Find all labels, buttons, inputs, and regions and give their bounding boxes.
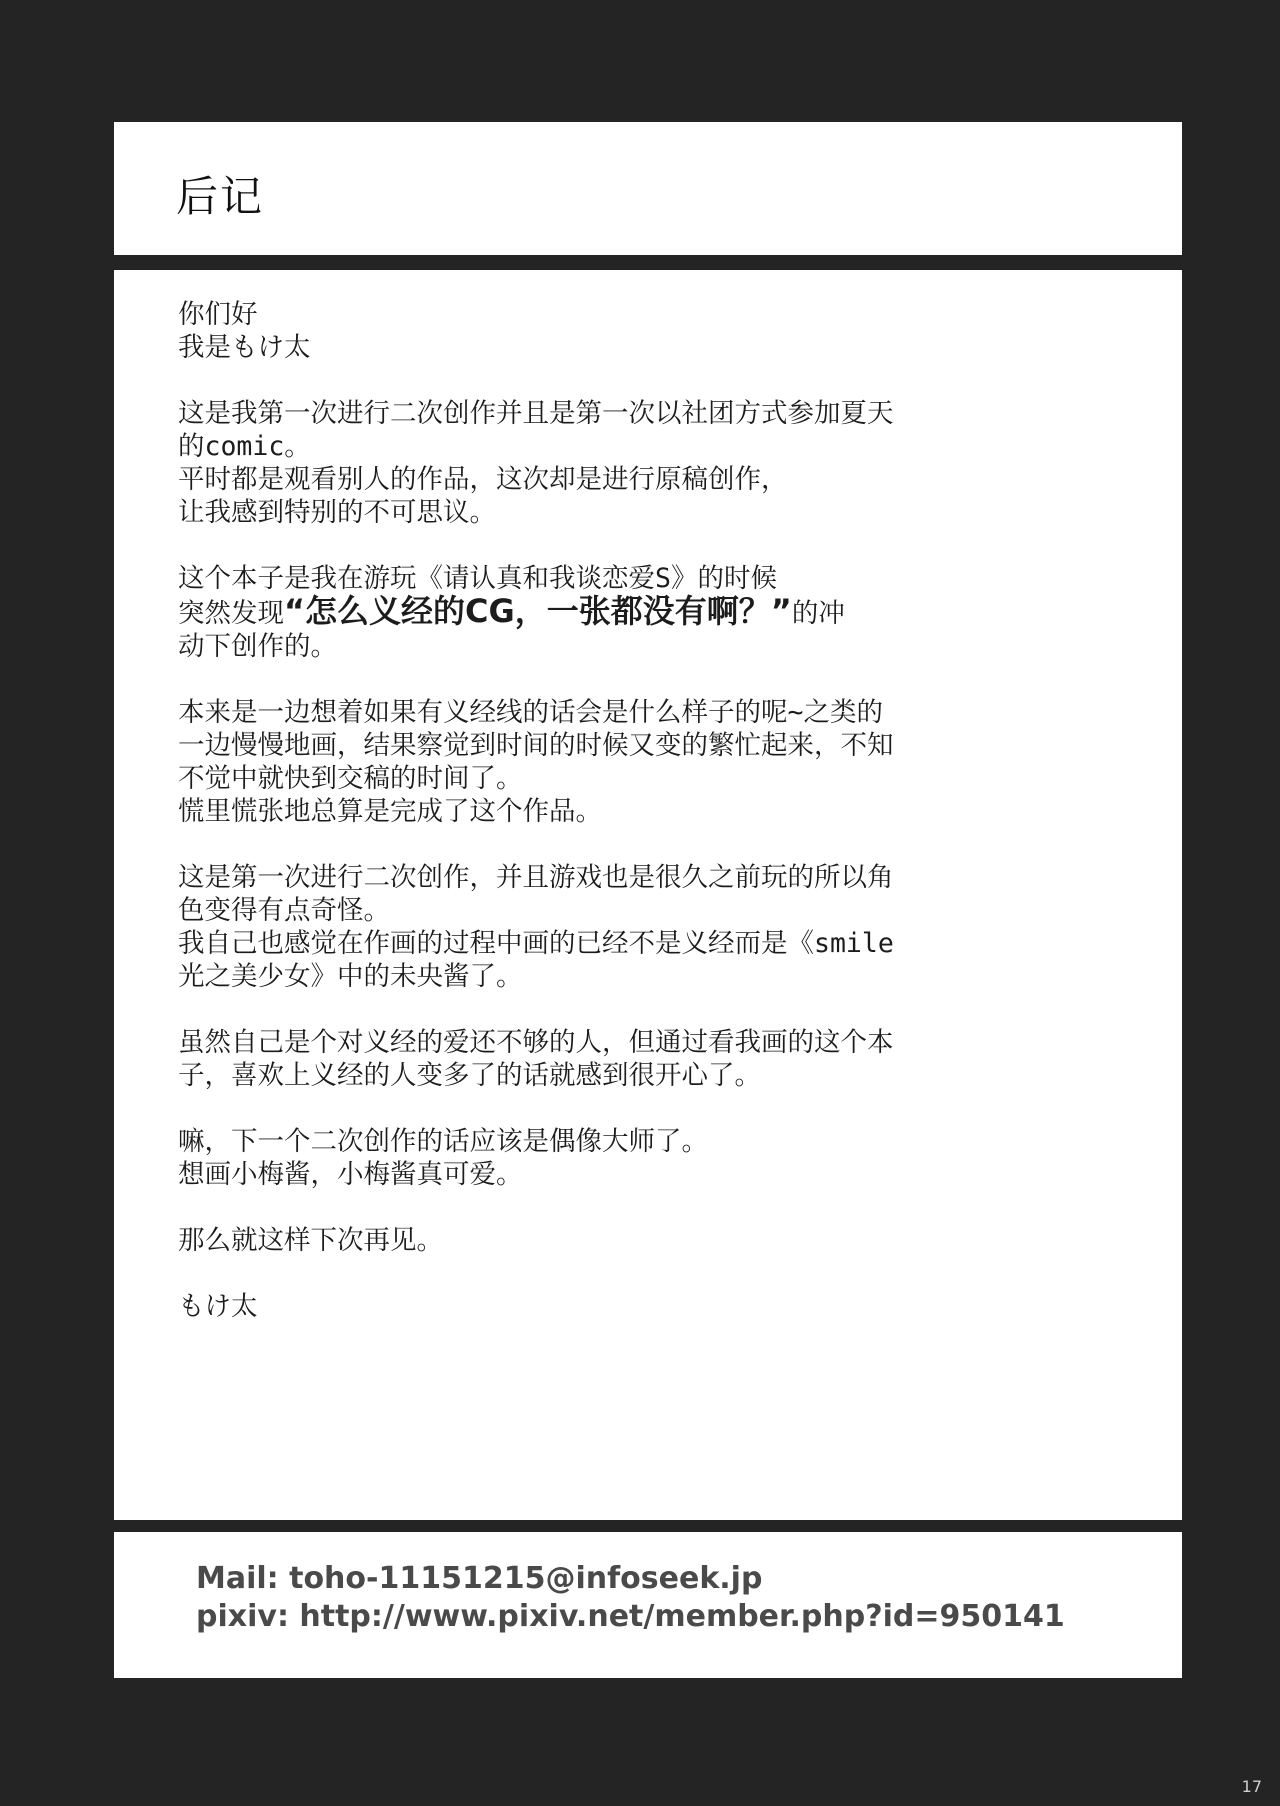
- quote-suffix: 的冲: [791, 598, 845, 629]
- paragraph-6: [178, 1125, 1058, 1191]
- text-line: 不觉中就快到交稿的时间了。: [178, 763, 523, 794]
- paragraph-7: [178, 1224, 1058, 1257]
- text-line: 那么就这样下次再见。: [178, 1225, 443, 1256]
- text-line: 虽然自己是个对义经的爱还不够的人，但通过看我画的这个本: [178, 1027, 894, 1058]
- text-line: 子，喜欢上义经的人变多了的话就感到很开心了。: [178, 1060, 761, 1091]
- paragraph-3: [178, 696, 1058, 828]
- page-number: 17: [1241, 1777, 1262, 1796]
- title-panel: [114, 122, 1182, 255]
- paragraph-1: [178, 397, 1058, 529]
- text-line: 我是もけ太: [178, 332, 311, 363]
- emphasized-quote: “怎么义经的CG，一张都没有啊？”: [284, 592, 792, 630]
- text-line-with-quote: [178, 592, 1058, 630]
- signature: [178, 1290, 1058, 1323]
- text-line: 一边慢慢地画，结果察觉到时间的时候又变的繁忙起来，不知: [178, 730, 894, 761]
- contact-info: [196, 1560, 1065, 1636]
- text-line: 光之美少女》中的未央酱了。: [178, 961, 523, 992]
- text-line: 这是我第一次进行二次创作并且是第一次以社团方式参加夏天: [178, 398, 894, 429]
- text-line: 这是第一次进行二次创作，并且游戏也是很久之前玩的所以角: [178, 862, 894, 893]
- greeting-paragraph: [178, 298, 1058, 364]
- text-line: 想画小梅酱，小梅酱真可爱。: [178, 1159, 523, 1190]
- text-line: 色变得有点奇怪。: [178, 895, 390, 926]
- text-line: 慌里慌张地总算是完成了这个作品。: [178, 796, 602, 827]
- text-line: 你们好: [178, 299, 258, 330]
- mail-address: Mail: toho-11151215@infoseek.jp: [196, 1561, 763, 1596]
- paragraph-4: [178, 861, 1058, 993]
- text-line: 我自己也感觉在作画的过程中画的已经不是义经而是《smile: [178, 928, 894, 959]
- text-line: 本来是一边想着如果有义经线的话会是什么样子的呢~之类的: [178, 697, 883, 728]
- author-name: もけ太: [178, 1291, 258, 1322]
- contact-panel: [114, 1532, 1182, 1678]
- text-line: 这个本子是我在游玩《请认真和我谈恋爱S》的时候: [178, 563, 777, 594]
- quote-prefix: 突然发现: [178, 598, 284, 629]
- text-line: 平时都是观看别人的作品，这次却是进行原稿创作，: [178, 464, 788, 495]
- afterword-text: [178, 298, 1058, 1323]
- page-title: 后记: [176, 172, 265, 221]
- text-line: 嘛，下一个二次创作的话应该是偶像大师了。: [178, 1126, 708, 1157]
- body-panel: [114, 270, 1182, 1520]
- paragraph-2: [178, 562, 1058, 663]
- paragraph-5: [178, 1026, 1058, 1092]
- text-line: 动下创作的。: [178, 631, 337, 662]
- text-line: 的comic。: [178, 431, 311, 462]
- pixiv-url: pixiv: http://www.pixiv.net/member.php?id=950141: [196, 1599, 1065, 1634]
- text-line: 让我感到特别的不可思议。: [178, 497, 496, 528]
